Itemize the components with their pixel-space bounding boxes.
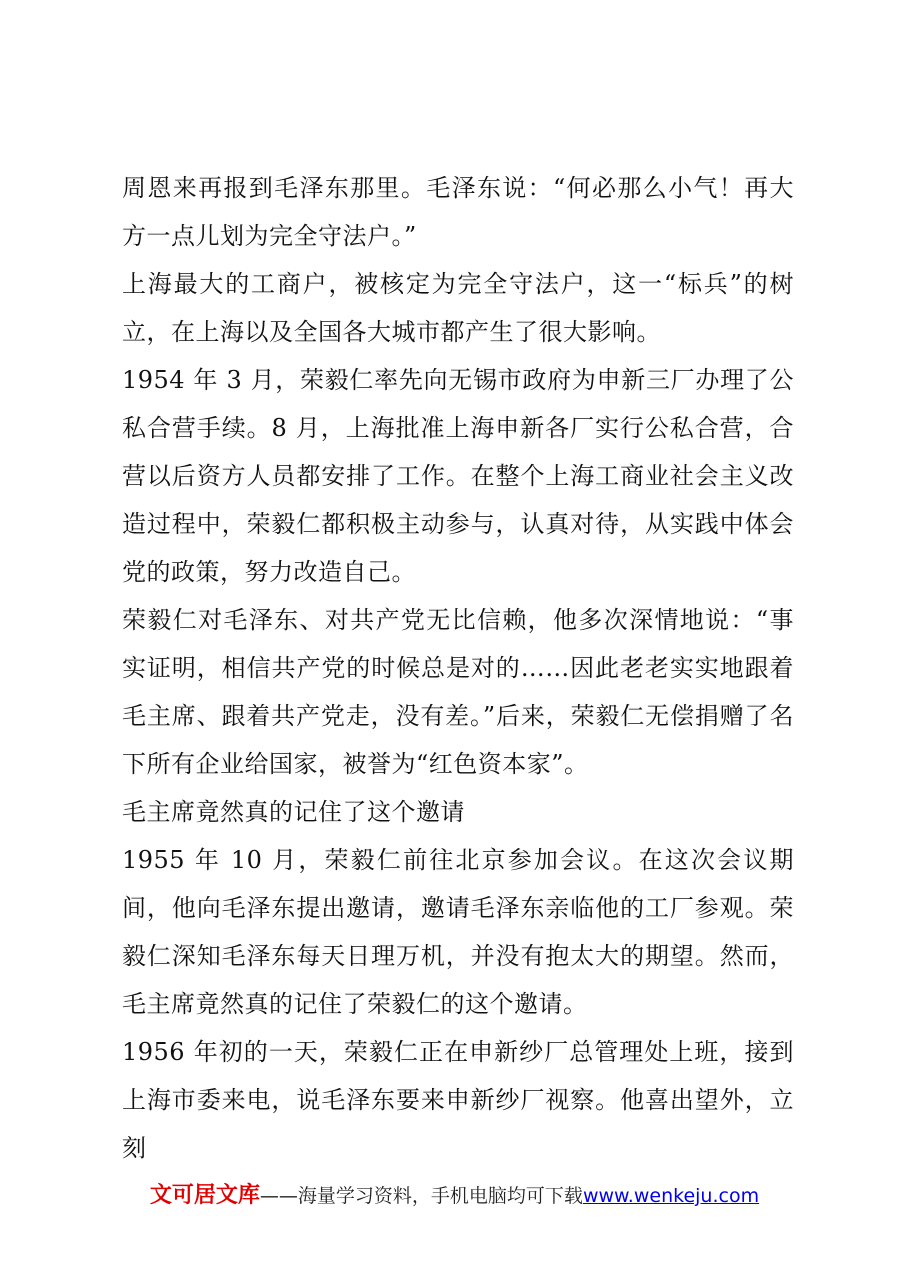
paragraph: 1956 年初的一天，荣毅仁正在申新纱厂总管理处上班，接到上海市委来电，说毛泽东要来申新纱厂视察。他喜出望外，立刻 <box>122 1038 794 1162</box>
footer-link[interactable]: www.wenkeju.com <box>582 1185 760 1207</box>
paragraph: 1955 年 10 月，荣毅仁前往北京参加会议。在这次会议期间，他向毛泽东提出邀请，邀请毛泽东亲临他的工厂参观。荣毅仁深知毛泽东每天日理万机，并没有抱太大的期望。然而，毛主席竟然真的记住了荣毅仁的这个邀请。 <box>122 846 794 1018</box>
footer-slogan: ——海量学习资料，手机电脑均可下载 <box>259 1185 583 1207</box>
paragraph: 1954 年 3 月，荣毅仁率先向无锡市政府为申新三厂办理了公私合营手续。8 月，上海批准上海申新各厂实行公私合营，合营以后资方人员都安排了工作。在整个上海工商业社会主义改造过程中，荣毅仁都积极主动参与，认真对待，从实践中体会党的政策，努力改造自己。 <box>122 366 794 586</box>
section-heading: 毛主席竟然真的记住了这个邀请 <box>122 798 465 826</box>
footer-brand: 文可居文库 <box>149 1183 260 1208</box>
paragraph: 上海最大的工商户，被核定为完全守法户，这一“标兵”的树立，在上海以及全国各大城市都产生了很大影响。 <box>122 270 794 346</box>
paragraph: 周恩来再报到毛泽东那里。毛泽东说：“何必那么小气！再大方一点儿划为完全守法户。” <box>122 174 794 250</box>
page-footer <box>0 1180 909 1212</box>
paragraph: 荣毅仁对毛泽东、对共产党无比信赖，他多次深情地说：“事实证明，相信共产党的时候总是对的……因此老老实实地跟着毛主席、跟着共产党走，没有差。”后来，荣毅仁无偿捐赠了名下所有企业给国家，被誉为“红色资本家”。 <box>122 606 794 778</box>
document-body <box>122 164 794 1172</box>
